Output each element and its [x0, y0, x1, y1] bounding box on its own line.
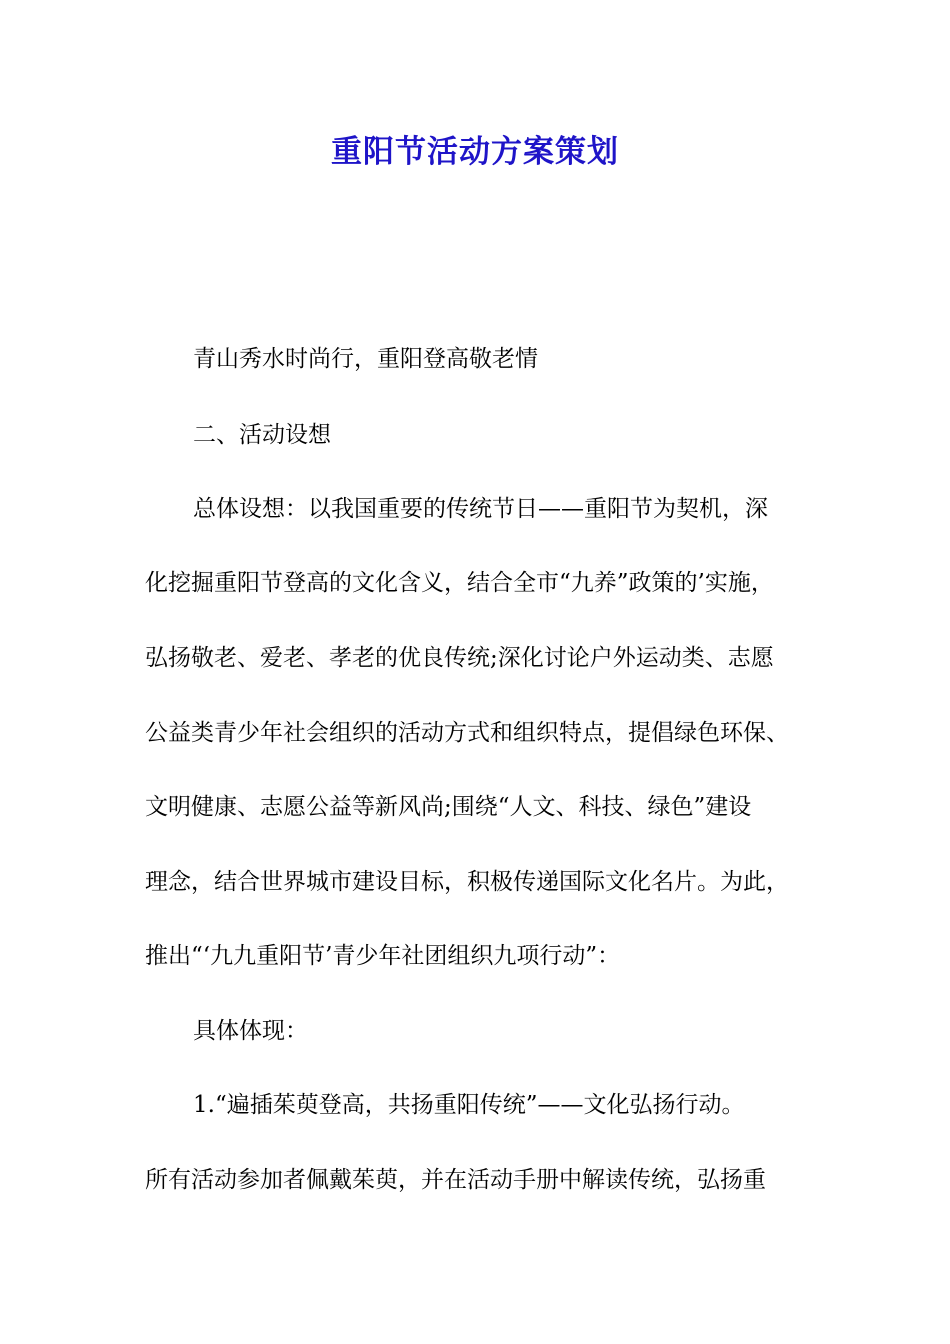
- paragraph-line: 弘扬敬老、爱老、孝老的优良传统;深化讨论户外运动类、志愿: [145, 645, 774, 671]
- section-heading: 二、活动设想: [193, 422, 331, 448]
- list-item-line: 1.“遍插茱萸登高，共扬重阳传统”——文化弘扬行动。: [193, 1092, 745, 1118]
- paragraph-line: 公益类青少年社会组织的活动方式和组织特点，提倡绿色环保、: [145, 720, 789, 746]
- paragraph-line: 具体体现：: [193, 1018, 308, 1044]
- paragraph-line: 化挖掘重阳节登高的文化含义，结合全市“九养”政策的’实施，: [145, 570, 774, 596]
- paragraph-line: 所有活动参加者佩戴茱萸，并在活动手册中解读传统，弘扬重: [145, 1167, 766, 1193]
- paragraph-line-slogan: 青山秀水时尚行，重阳登高敬老情: [193, 346, 538, 372]
- paragraph-line: 文明健康、志愿公益等新风尚;围绕“人文、科技、绿色”建设: [145, 794, 752, 820]
- document-title: 重阳节活动方案策划: [331, 134, 619, 170]
- paragraph-line: 理念，结合世界城市建设目标，积极传递国际文化名片。为此，: [145, 869, 789, 895]
- paragraph-line: 推出“‘九九重阳节’青少年社团组织九项行动”：: [145, 943, 621, 969]
- paragraph-line: 总体设想：以我国重要的传统节日——重阳节为契机，深: [193, 496, 768, 522]
